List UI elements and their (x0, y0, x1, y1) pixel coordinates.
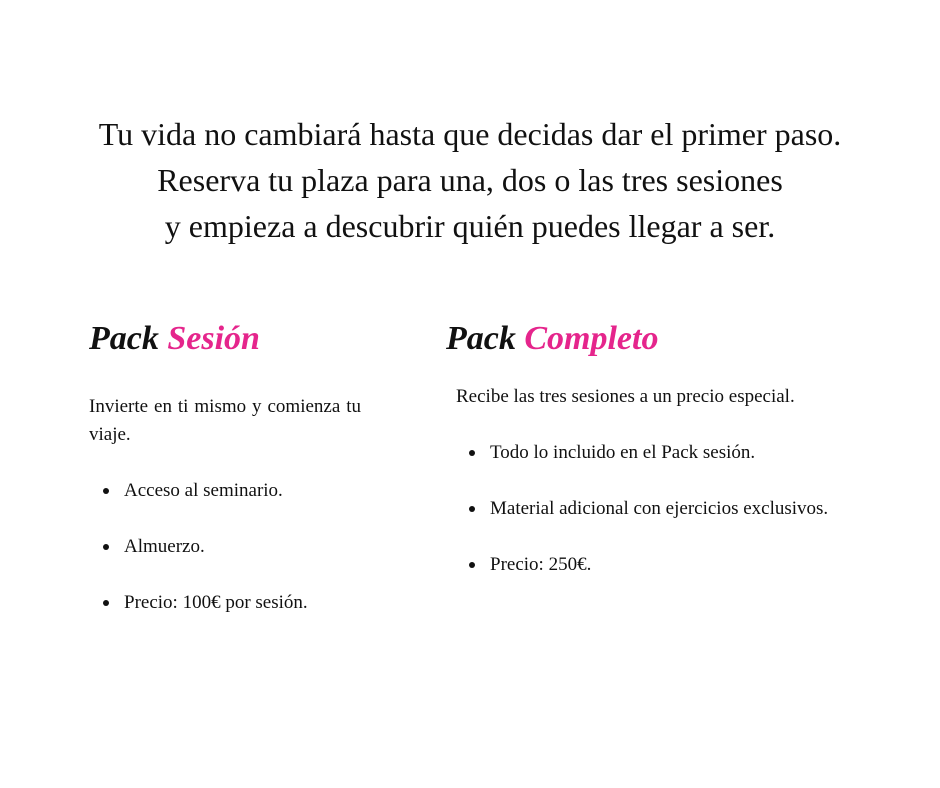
list-item (89, 477, 361, 505)
pack-completo-description: Recibe las tres sesiones a un precio especial. (456, 386, 795, 407)
pack-sesion-title (89, 318, 361, 360)
pack-sesion-title-word: Pack (89, 320, 159, 357)
bullet-icon (103, 544, 109, 550)
pack-sesion-item-2: Almuerzo. (124, 536, 205, 557)
pack-completo-title (446, 318, 844, 360)
pack-sesion (89, 318, 361, 645)
list-item (446, 495, 844, 523)
pack-completo-title-accent: Completo (524, 320, 659, 357)
pack-sesion-features (89, 477, 361, 617)
intro-line-1: Tu vida no cambiará hasta que decidas dar el primer paso. (98, 116, 842, 152)
list-item (89, 533, 361, 561)
bullet-icon (469, 450, 475, 456)
pack-completo-features (446, 439, 844, 579)
intro-text (0, 111, 940, 249)
pack-completo-item-3: Precio: 250€. (490, 554, 592, 575)
pack-completo-title-word: Pack (446, 320, 516, 357)
pack-completo-item-1: Todo lo incluido en el Pack sesión. (490, 442, 756, 463)
pack-sesion-title-accent: Sesión (167, 320, 260, 357)
intro-line-3: y empieza a descubrir quién puedes llegar a ser. (164, 208, 776, 244)
list-item (446, 551, 844, 579)
bullet-icon (103, 488, 109, 494)
pack-sesion-item-1: Acceso al seminario. (124, 480, 283, 501)
list-item (446, 439, 844, 467)
pack-sesion-item-3: Precio: 100€ por sesión. (124, 592, 308, 613)
bullet-icon (469, 506, 475, 512)
bullet-icon (469, 562, 475, 568)
pack-completo-item-2: Material adicional con ejercicios exclusivos. (490, 498, 829, 519)
list-item (89, 589, 361, 617)
intro-line-2: Reserva tu plaza para una, dos o las tres sesiones (157, 162, 783, 198)
pack-completo (446, 318, 844, 607)
bullet-icon (103, 600, 109, 606)
pack-sesion-description: Invierte en ti mismo y comienza tu viaje. (89, 396, 361, 445)
